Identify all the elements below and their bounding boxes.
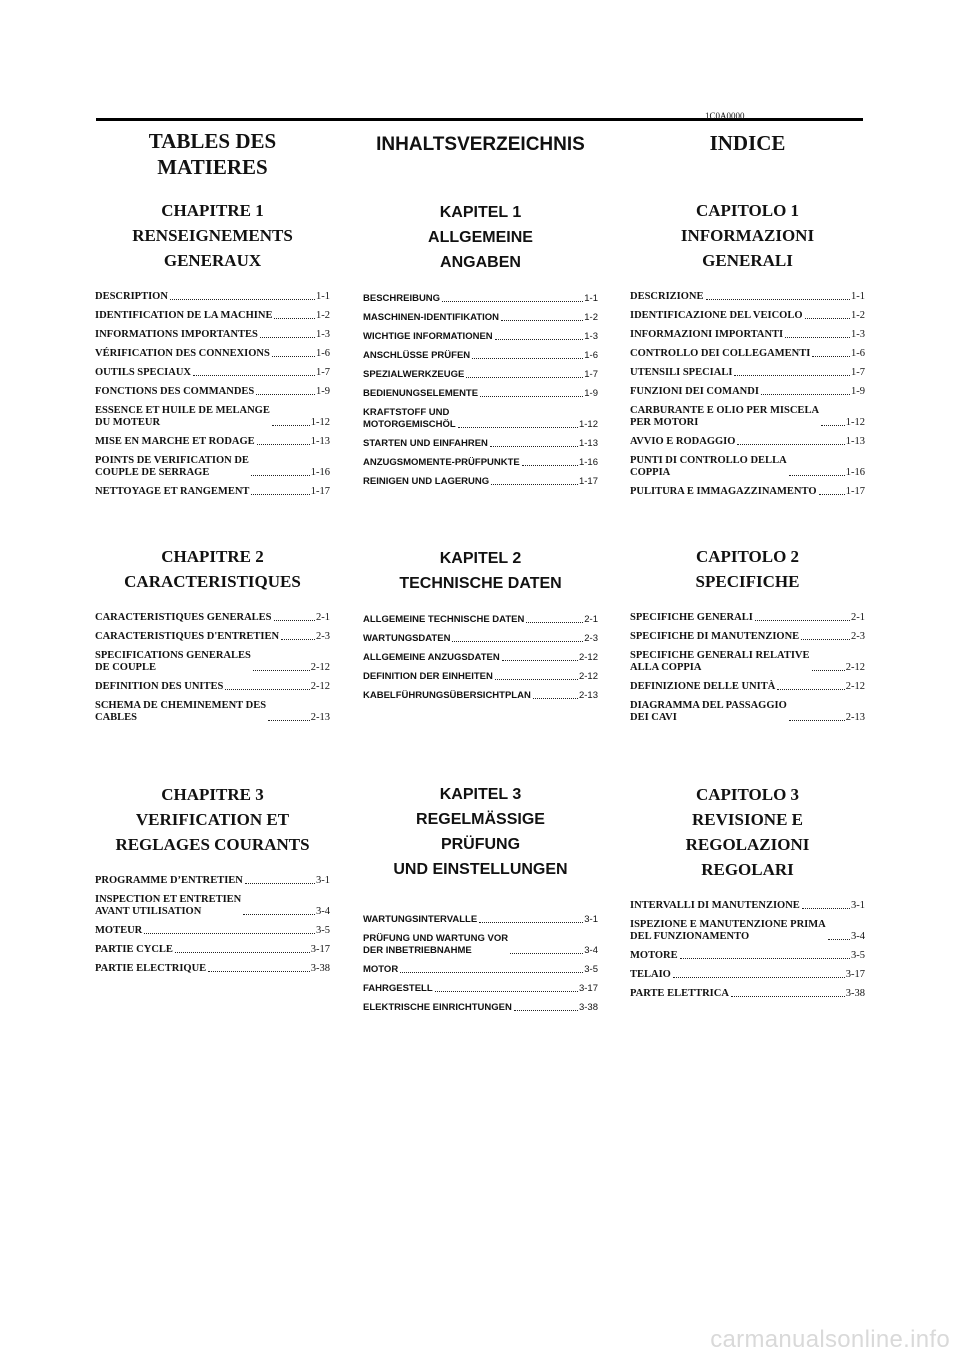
toc-entry-label: REINIGEN UND LAGERUNG	[363, 476, 490, 487]
toc-entry[interactable]	[95, 310, 330, 322]
toc-entry-label: MASCHINEN-IDENTIFIKATION	[363, 312, 499, 323]
toc-entry-label: ANSCHLÜSSE PRÜFEN	[363, 350, 471, 361]
toc-entry[interactable]	[363, 331, 598, 343]
toc-entry[interactable]	[630, 329, 865, 341]
toc-entry-label: SPECIFICHE DI MANUTENZIONE	[630, 631, 800, 642]
toc-entry[interactable]	[95, 875, 330, 887]
toc-entry-label: ALLGEMEINE TECHNISCHE DATEN	[363, 614, 525, 625]
chapter-block	[95, 198, 330, 505]
dot-leader	[812, 356, 850, 357]
toc-entry[interactable]	[630, 988, 865, 1000]
toc-entry-label: TELAIO	[630, 969, 671, 980]
toc-entry-label: MOTEUR	[95, 925, 143, 936]
top-rule	[96, 118, 863, 121]
toc-entry[interactable]	[630, 631, 865, 643]
toc-entry-label: INTERVALLI DI MANUTENZIONE	[630, 900, 800, 911]
dot-leader	[466, 377, 583, 378]
toc-entry[interactable]	[363, 476, 598, 488]
toc-entry[interactable]	[630, 950, 865, 962]
dot-leader	[251, 475, 310, 476]
dot-leader	[737, 444, 844, 445]
dot-leader	[805, 318, 850, 319]
toc-entry-page: 1-3	[316, 329, 330, 340]
toc-entry[interactable]	[363, 964, 598, 976]
dot-leader	[812, 670, 845, 671]
toc-list	[95, 875, 330, 975]
chapter-block	[95, 782, 330, 982]
toc-entry-label: ANZUGSMOMENTE-PRÜFPUNKTE	[363, 457, 520, 468]
dot-leader	[251, 494, 309, 495]
toc-entry-label: ESSENCE ET HUILE DE MELANGE DU MOTEUR	[95, 405, 270, 428]
toc-entry-page: 1-6	[851, 348, 865, 359]
toc-entry[interactable]	[363, 312, 598, 324]
chapter-title: CAPITOLO 3 REVISIONE E REGOLAZIONI REGOLARI	[685, 785, 810, 879]
dot-leader	[491, 484, 578, 485]
toc-entry-page: 1-13	[310, 436, 330, 447]
dot-leader	[706, 299, 850, 300]
toc-entry-label: PUNTI DI CONTROLLO DELLA COPPIA	[630, 455, 787, 478]
toc-entry-page: 2-3	[851, 631, 865, 642]
dot-leader	[472, 358, 583, 359]
dot-leader	[680, 958, 850, 959]
dot-leader	[761, 394, 850, 395]
toc-entry-label: VÉRIFICATION DES CONNEXIONS	[95, 348, 270, 359]
dot-leader	[281, 639, 315, 640]
toc-entry-page: 2-13	[578, 690, 598, 701]
dot-leader	[458, 427, 578, 428]
toc-entry-page: 2-12	[845, 662, 865, 673]
chapter-title: CHAPITRE 1 RENSEIGNEMENTS GENERAUX	[132, 201, 293, 270]
dot-leader	[821, 425, 845, 426]
toc-entry-page: 1-1	[851, 291, 865, 302]
toc-entry[interactable]	[363, 438, 598, 450]
toc-entry[interactable]	[363, 983, 598, 995]
toc-entry[interactable]	[630, 367, 865, 379]
toc-entry-label: SCHEMA DE CHEMINEMENT DES CABLES	[95, 700, 267, 723]
toc-entry-page: 3-5	[584, 964, 598, 975]
dot-leader	[673, 977, 845, 978]
toc-entry[interactable]	[630, 681, 865, 693]
toc-entry-label: OUTILS SPECIAUX	[95, 367, 191, 378]
toc-entry-label: WARTUNGSINTERVALLE	[363, 914, 478, 925]
toc-entry-label: NETTOYAGE ET RANGEMENT	[95, 486, 250, 497]
chapter-block	[630, 198, 865, 505]
toc-entry-page: 2-3	[584, 633, 598, 644]
dot-leader	[802, 908, 850, 909]
toc-entry-page: 1-16	[578, 457, 598, 468]
dot-leader	[490, 446, 578, 447]
toc-entry-label: SPECIFICHE GENERALI RELATIVE ALLA COPPIA	[630, 650, 810, 673]
dot-leader	[274, 620, 315, 621]
toc-entry[interactable]	[95, 963, 330, 975]
toc-entry-label: STARTEN UND EINFAHREN	[363, 438, 488, 449]
page-title-french: TABLES DES MATIERES	[148, 129, 277, 179]
toc-entry[interactable]	[630, 486, 865, 498]
toc-entry-page: 1-3	[584, 331, 598, 342]
toc-entry[interactable]	[95, 944, 330, 956]
dot-leader	[526, 622, 583, 623]
chapter-block	[363, 546, 598, 709]
toc-entry[interactable]	[95, 894, 330, 918]
toc-entry[interactable]	[630, 455, 865, 479]
dot-leader	[272, 425, 310, 426]
toc-entry-page: 1-1	[584, 293, 598, 304]
toc-entry[interactable]	[95, 455, 330, 479]
dot-leader	[801, 639, 850, 640]
dot-leader	[245, 883, 315, 884]
toc-entry-page: 1-17	[845, 486, 865, 497]
toc-entry-label: CARBURANTE E OLIO PER MISCELA PER MOTORI	[630, 405, 820, 428]
toc-column-german	[363, 124, 598, 1013]
chapter-block	[630, 544, 865, 731]
toc-entry-label: WARTUNGSDATEN	[363, 633, 451, 644]
toc-entry[interactable]	[363, 914, 598, 926]
toc-entry[interactable]	[95, 925, 330, 937]
toc-entry-label: DESCRIZIONE	[630, 291, 704, 302]
dot-leader	[785, 337, 850, 338]
toc-entry-page: 1-7	[316, 367, 330, 378]
toc-entry-label: DESCRIPTION	[95, 291, 168, 302]
dot-leader	[144, 933, 315, 934]
toc-entry[interactable]	[363, 1002, 598, 1014]
toc-entry-page: 3-5	[316, 925, 330, 936]
toc-entry[interactable]	[630, 969, 865, 981]
dot-leader	[510, 953, 583, 954]
toc-entry-label: CONTROLLO DEI COLLEGAMENTI	[630, 348, 811, 359]
toc-entry-page: 1-1	[316, 291, 330, 302]
toc-entry[interactable]	[630, 612, 865, 624]
toc-entry[interactable]	[95, 631, 330, 643]
chapter-block	[363, 200, 598, 495]
toc-entry[interactable]	[363, 369, 598, 381]
toc-list	[95, 612, 330, 724]
toc-entry-page: 3-17	[578, 983, 598, 994]
toc-entry-label: BEDIENUNGSELEMENTE	[363, 388, 479, 399]
toc-entry-page: 2-1	[316, 612, 330, 623]
toc-list	[363, 614, 598, 702]
toc-entry[interactable]	[95, 386, 330, 398]
toc-entry-page: 2-12	[578, 671, 598, 682]
chapter-block	[363, 782, 598, 1021]
toc-entry-page: 1-12	[845, 417, 865, 428]
toc-entry-label: INFORMAZIONI IMPORTANTI	[630, 329, 784, 340]
chapter-block	[630, 782, 865, 1007]
toc-entry[interactable]	[95, 486, 330, 498]
dot-leader	[731, 996, 845, 997]
toc-entry[interactable]	[363, 933, 598, 957]
chapter-title: KAPITEL 2 TECHNISCHE DATEN	[399, 550, 562, 592]
toc-entry-label: IDENTIFICATION DE LA MACHINE	[95, 310, 273, 321]
toc-entry[interactable]	[630, 700, 865, 724]
dot-leader	[452, 641, 583, 642]
chapter-title: KAPITEL 3 REGELMÄSSIGE PRÜFUNG UND EINSTELLUNGEN	[393, 786, 568, 878]
toc-column-italian	[630, 124, 865, 999]
toc-list	[363, 914, 598, 1014]
toc-entry-label: PARTIE ELECTRIQUE	[95, 963, 207, 974]
chapter-title: CHAPITRE 3 VERIFICATION ET REGLAGES COURANTS	[115, 785, 310, 854]
toc-entry-label: FONCTIONS DES COMMANDES	[95, 386, 255, 397]
dot-leader	[819, 494, 845, 495]
dot-leader	[193, 375, 315, 376]
toc-entry-page: 1-7	[851, 367, 865, 378]
toc-entry[interactable]	[630, 291, 865, 303]
dot-leader	[502, 660, 578, 661]
toc-entry-label: FAHRGESTELL	[363, 983, 433, 994]
toc-entry-label: BESCHREIBUNG	[363, 293, 441, 304]
toc-entry[interactable]	[630, 405, 865, 429]
toc-entry-page: 1-6	[584, 350, 598, 361]
dot-leader	[789, 720, 845, 721]
toc-entry[interactable]	[95, 612, 330, 624]
toc-entry[interactable]	[363, 671, 598, 683]
toc-entry[interactable]	[363, 457, 598, 469]
page-title-german: INHALTSVERZEICHNIS	[376, 134, 585, 155]
toc-entry[interactable]	[95, 650, 330, 674]
toc-entry[interactable]	[95, 681, 330, 693]
toc-entry-page: 1-2	[316, 310, 330, 321]
toc-entry-page: 1-2	[584, 312, 598, 323]
toc-list	[363, 293, 598, 488]
dot-leader	[256, 394, 315, 395]
chapter-title: CHAPITRE 2 CARACTERISTIQUES	[124, 547, 301, 591]
toc-entry-page: 3-4	[851, 931, 865, 942]
toc-entry-page: 3-4	[584, 945, 598, 956]
chapter-block	[95, 544, 330, 731]
toc-entry[interactable]	[363, 350, 598, 362]
dot-leader	[789, 475, 845, 476]
toc-entry-label: ELEKTRISCHE EINRICHTUNGEN	[363, 1002, 512, 1013]
toc-entry[interactable]	[363, 690, 598, 702]
toc-entry-page: 2-1	[584, 614, 598, 625]
page-title-italian: INDICE	[709, 131, 786, 155]
dot-leader	[734, 375, 850, 376]
toc-entry-page: 3-38	[845, 988, 865, 999]
dot-leader	[480, 396, 583, 397]
toc-entry[interactable]	[363, 293, 598, 305]
toc-entry[interactable]	[95, 367, 330, 379]
dot-leader	[755, 620, 850, 621]
dot-leader	[208, 971, 310, 972]
dot-leader	[514, 1010, 578, 1011]
toc-entry-label: DEFINIZIONE DELLE UNITÀ	[630, 681, 776, 692]
toc-entry[interactable]	[363, 407, 598, 431]
toc-entry-label: PARTIE CYCLE	[95, 944, 173, 955]
toc-entry[interactable]	[630, 919, 865, 943]
toc-entry-page: 3-38	[578, 1002, 598, 1013]
toc-entry-label: PULITURA E IMMAGAZZINAMENTO	[630, 486, 817, 497]
toc-entry-label: PARTE ELETTRICA	[630, 988, 729, 999]
toc-entry-label: CARACTERISTIQUES GENERALES	[95, 612, 272, 623]
toc-entry-page: 1-3	[851, 329, 865, 340]
toc-entry-page: 1-9	[584, 388, 598, 399]
toc-entry-label: CARACTERISTIQUES D'ENTRETIEN	[95, 631, 280, 642]
toc-list	[95, 291, 330, 498]
dot-leader	[225, 689, 309, 690]
toc-entry-label: PROGRAMME D’ENTRETIEN	[95, 875, 243, 886]
toc-entry-page: 1-13	[578, 438, 598, 449]
toc-entry-page: 2-13	[310, 712, 330, 723]
toc-entry-page: 3-17	[845, 969, 865, 980]
toc-entry[interactable]	[363, 388, 598, 400]
toc-entry-page: 1-12	[578, 419, 598, 430]
dot-leader	[533, 698, 578, 699]
dot-leader	[828, 939, 850, 940]
toc-entry[interactable]	[630, 348, 865, 360]
toc-entry-page: 3-1	[584, 914, 598, 925]
dot-leader	[274, 318, 315, 319]
toc-entry-page: 2-12	[578, 652, 598, 663]
document-code: 1C0A0000	[705, 111, 745, 121]
toc-list	[630, 612, 865, 724]
toc-entry[interactable]	[363, 652, 598, 664]
toc-entry-label: SPEZIALWERKZEUGE	[363, 369, 465, 380]
toc-entry-page: 3-1	[316, 875, 330, 886]
toc-entry-page: 3-4	[316, 906, 330, 917]
toc-entry[interactable]	[95, 329, 330, 341]
toc-entry-page: 2-3	[316, 631, 330, 642]
toc-entry[interactable]	[363, 614, 598, 626]
toc-entry-label: KABELFÜHRUNGSÜBERSICHTPLAN	[363, 690, 531, 701]
toc-entry-label: SPECIFICATIONS GENERALES DE COUPLE	[95, 650, 251, 673]
chapter-title: CAPITOLO 2 SPECIFICHE	[695, 547, 800, 591]
toc-entry-page: 2-12	[310, 681, 330, 692]
dot-leader	[777, 689, 844, 690]
dot-leader	[170, 299, 315, 300]
toc-entry-page: 1-9	[851, 386, 865, 397]
toc-entry-page: 1-16	[310, 467, 330, 478]
toc-entry-label: SPECIFICHE GENERALI	[630, 612, 753, 623]
toc-entry-page: 1-17	[578, 476, 598, 487]
toc-entry-label: PRÜFUNG UND WARTUNG VOR DER INBETRIEBNAHME	[363, 933, 509, 956]
toc-entry[interactable]	[95, 348, 330, 360]
chapter-title: CAPITOLO 1 INFORMAZIONI GENERALI	[680, 201, 815, 270]
dot-leader	[435, 991, 578, 992]
dot-leader	[501, 320, 583, 321]
toc-entry-label: IDENTIFICAZIONE DEL VEICOLO	[630, 310, 803, 321]
toc-entry-label: MOTOR	[363, 964, 399, 975]
toc-entry[interactable]	[95, 291, 330, 303]
toc-entry-label: INSPECTION ET ENTRETIEN AVANT UTILISATION	[95, 894, 242, 917]
dot-leader	[442, 301, 583, 302]
toc-entry-page: 1-9	[316, 386, 330, 397]
toc-entry-label: ISPEZIONE E MANUTENZIONE PRIMA DEL FUNZIONAMENTO	[630, 919, 826, 942]
toc-entry-page: 3-17	[310, 944, 330, 955]
dot-leader	[495, 339, 584, 340]
toc-entry-label: INFORMATIONS IMPORTANTES	[95, 329, 258, 340]
toc-entry[interactable]	[95, 436, 330, 448]
toc-entry-label: DIAGRAMMA DEL PASSAGGIO DEI CAVI	[630, 700, 787, 723]
toc-list	[630, 900, 865, 1000]
toc-entry[interactable]	[630, 650, 865, 674]
toc-entry-label: KRAFTSTOFF UND MOTORGEMISCHÖL	[363, 407, 456, 430]
toc-entry-label: DEFINITION DES UNITES	[95, 681, 224, 692]
toc-entry-page: 1-12	[310, 417, 330, 428]
toc-entry[interactable]	[630, 386, 865, 398]
toc-entry[interactable]	[630, 310, 865, 322]
toc-entry-page: 1-6	[316, 348, 330, 359]
toc-entry-label: FUNZIONI DEI COMANDI	[630, 386, 759, 397]
toc-entry-label: DEFINITION DER EINHEITEN	[363, 671, 493, 682]
toc-entry-page: 1-13	[845, 436, 865, 447]
toc-entry-page: 2-12	[310, 662, 330, 673]
watermark: carmanualsonline.info	[710, 1326, 950, 1353]
dot-leader	[268, 720, 310, 721]
toc-entry-label: POINTS DE VERIFICATION DE COUPLE DE SERRAGE	[95, 455, 249, 478]
toc-column-french	[95, 124, 330, 974]
dot-leader	[495, 679, 578, 680]
toc-entry-page: 2-1	[851, 612, 865, 623]
toc-entry[interactable]	[95, 405, 330, 429]
toc-entry[interactable]	[630, 436, 865, 448]
toc-entry-label: ALLGEMEINE ANZUGSDATEN	[363, 652, 500, 663]
dot-leader	[253, 670, 310, 671]
toc-entry-page: 1-7	[584, 369, 598, 380]
toc-entry-label: WICHTIGE INFORMATIONEN	[363, 331, 493, 342]
toc-entry[interactable]	[363, 633, 598, 645]
dot-leader	[175, 952, 310, 953]
chapter-title: KAPITEL 1 ALLGEMEINE ANGABEN	[428, 204, 533, 271]
toc-entry-page: 2-13	[845, 712, 865, 723]
toc-entry-page: 3-5	[851, 950, 865, 961]
toc-list	[630, 291, 865, 498]
dot-leader	[257, 444, 310, 445]
dot-leader	[260, 337, 315, 338]
toc-entry-label: AVVIO E RODAGGIO	[630, 436, 736, 447]
toc-entry-page: 1-2	[851, 310, 865, 321]
dot-leader	[400, 972, 583, 973]
toc-entry[interactable]	[630, 900, 865, 912]
dot-leader	[522, 465, 578, 466]
toc-entry-page: 1-17	[310, 486, 330, 497]
dot-leader	[272, 356, 315, 357]
toc-entry-page: 3-1	[851, 900, 865, 911]
toc-entry-label: UTENSILI SPECIALI	[630, 367, 733, 378]
toc-entry[interactable]	[95, 700, 330, 724]
toc-entry-label: MOTORE	[630, 950, 678, 961]
toc-entry-label: MISE EN MARCHE ET RODAGE	[95, 436, 255, 447]
dot-leader	[243, 914, 315, 915]
toc-entry-page: 2-12	[845, 681, 865, 692]
toc-entry-page: 3-38	[310, 963, 330, 974]
dot-leader	[479, 922, 583, 923]
toc-entry-page: 1-16	[845, 467, 865, 478]
